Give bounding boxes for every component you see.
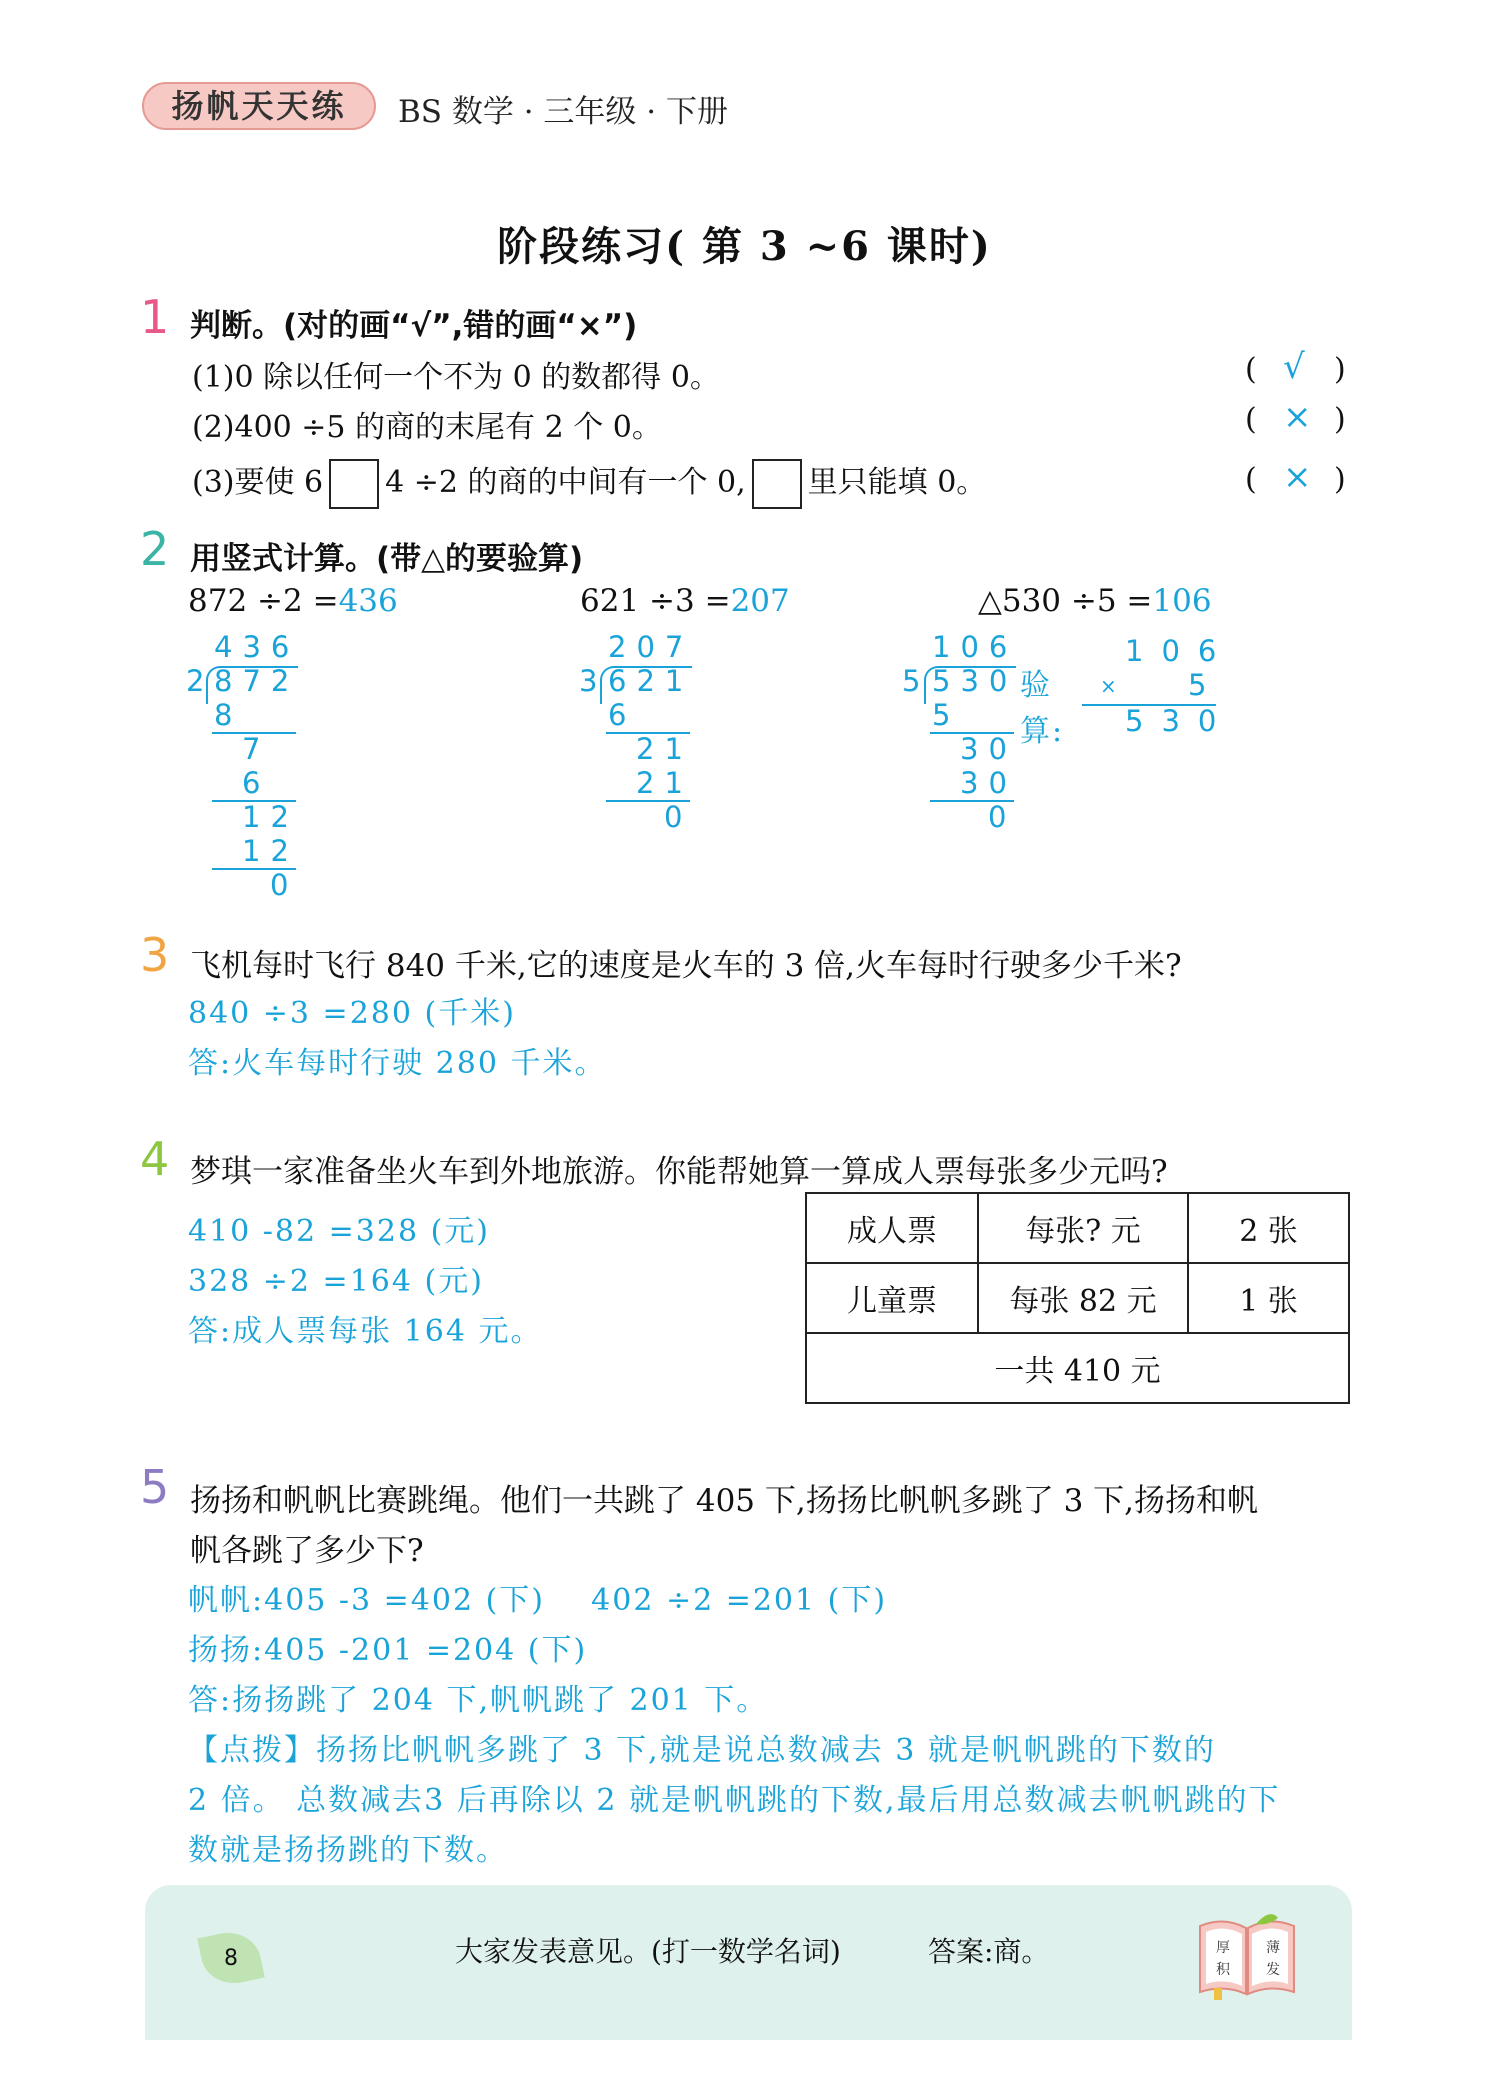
table-cell: 每张 82 元 [978,1263,1188,1333]
check-multiplicand: 106 [1125,634,1235,668]
q5-prompt-line-2: 帆各跳了多少下? [190,1533,424,1569]
q1-prompt: 判断。(对的画“√”,错的画“×”) [190,308,638,344]
div1-quotient: 436 [214,630,300,664]
table-row [806,1193,1349,1263]
table-cell: 每张? 元 [978,1193,1188,1263]
q3-prompt: 飞机每时飞行 840 千米,它的速度是火车的 3 倍,火车每时行驶多少千米? [190,948,1182,984]
q1-item-2: (2)400 ÷5 的商的末尾有 2 个 0。 [192,410,662,445]
q4-work-2: 328 ÷2 =164 (元) [188,1264,484,1299]
table-total: 一共 410 元 [806,1333,1349,1403]
table-cell: 成人票 [806,1193,978,1263]
div3-divisor: 5 [902,664,931,698]
q3-work: 840 ÷3 =280 (千米) [188,996,516,1031]
div3-step: 30 [960,732,1017,766]
div2-quotient: 207 [608,630,694,664]
q2-problem-3-answer: 106 [1152,583,1212,619]
div1-step: 12 [242,800,299,834]
book-word: 厚 [1216,1940,1230,1956]
q1-item-3-mark: × [1283,457,1312,497]
q3-answer: 答:火车每时行驶 280 千米。 [188,1046,607,1081]
div3-dividend: 530 [932,664,1018,698]
question-number-1: 1 [140,290,170,344]
check-label-b: 算: [1020,714,1065,749]
div2-step: 6 [608,698,637,732]
div1-step: 8 [214,698,243,732]
q1-item-3-paren-close: ) [1334,462,1346,497]
check-operator: × [1100,674,1127,698]
div2-divisor: 3 [579,664,608,698]
q5-work-2: 扬扬:405 -201 =204 (下) [188,1633,588,1668]
div3-quotient: 106 [932,630,1018,664]
q1-item-1-paren-open: ( [1245,352,1257,387]
question-number-5: 5 [140,1460,170,1514]
div1-divisor: 2 [186,664,215,698]
div1-dividend: 872 [214,664,300,698]
ticket-table [805,1192,1350,1404]
question-number-3: 3 [140,928,170,982]
q4-answer: 答:成人票每张 164 元。 [188,1314,543,1349]
div1-step: 0 [270,868,299,902]
div2-dividend: 621 [608,664,694,698]
div3-step: 30 [960,766,1017,800]
blank-box [329,459,379,509]
div2-step: 21 [636,766,693,800]
series-badge: 扬帆天天练 [142,82,376,130]
book-word: 积 [1216,1962,1230,1978]
q5-work-1: 帆帆:405 -3 =402 (下) 402 ÷2 =201 (下) [188,1583,888,1618]
q1-item-1-mark: √ [1283,347,1305,387]
q1-item-3-paren-open: ( [1245,462,1257,497]
q1-item-3 [192,458,986,509]
book-title: BS 数学 · 三年级 · 下册 [398,94,728,130]
q1-item-3-part-b: 4 ÷2 的商的中间有一个 0, [385,465,746,500]
q1-item-1-paren-close: ) [1334,352,1346,387]
table-row [806,1263,1349,1333]
q1-item-3-part-c: 里只能填 0。 [807,465,987,500]
q5-tip-line-3: 数就是扬扬跳的下数。 [188,1833,508,1868]
q2-problem-2 [580,583,790,619]
div1-step: 12 [242,834,299,868]
page-title: 阶段练习( 第 3 ~6 课时) [497,223,992,270]
div3-step: 5 [932,698,961,732]
q4-prompt: 梦琪一家准备坐火车到外地旅游。你能帮她算一算成人票每张多少元吗? [190,1154,1168,1190]
q2-problem-2-expr: 621 ÷3 = [580,583,731,619]
table-cell: 2 张 [1188,1193,1349,1263]
q1-item-3-part-a: (3)要使 6 [192,465,324,500]
q1-item-2-paren-close: ) [1334,402,1346,437]
open-book-icon [1190,1912,1305,2000]
q5-tip-line-1: 【点拨】扬扬比帆帆多跳了 3 下,就是说总数减去 3 就是帆帆跳的下数的 [188,1733,1216,1768]
div1-step: 7 [242,732,271,766]
question-number-2: 2 [140,522,170,576]
q2-problem-2-answer: 207 [730,583,790,619]
q2-problem-1-expr: 872 ÷2 = [188,583,339,619]
q2-problem-3 [978,583,1212,619]
q5-prompt-line-1: 扬扬和帆帆比赛跳绳。他们一共跳了 405 下,扬扬比帆帆多跳了 3 下,扬扬和帆 [190,1483,1259,1519]
q1-item-1: (1)0 除以任何一个不为 0 的数都得 0。 [192,360,720,395]
q2-problem-1 [188,583,398,619]
div3-step: 0 [988,800,1017,834]
table-cell: 儿童票 [806,1263,978,1333]
q1-item-2-paren-open: ( [1245,402,1257,437]
check-label-a: 验 [1020,668,1052,703]
question-number-4: 4 [140,1132,170,1186]
div2-step: 0 [664,800,693,834]
q2-problem-3-expr: △530 ÷5 = [978,583,1153,619]
book-word: 薄 [1266,1940,1280,1956]
q5-tip-line-2: 2 倍。 总数减去3 后再除以 2 就是帆帆跳的下数,最后用总数减去帆帆跳的下 [188,1783,1281,1818]
riddle-text: 大家发表意见。(打一数学名词) [455,1935,841,1968]
page-number: 8 [224,1946,238,1971]
div1-step: 6 [242,766,271,800]
q5-answer: 答:扬扬跳了 204 下,帆帆跳了 201 下。 [188,1683,769,1718]
div2-step: 21 [636,732,693,766]
check-multiplier: 5 [1188,668,1217,702]
table-cell: 1 张 [1188,1263,1349,1333]
q1-item-2-mark: × [1283,397,1312,437]
q4-work-1: 410 -82 =328 (元) [188,1214,490,1249]
book-word: 发 [1266,1962,1280,1978]
check-result: 530 [1125,704,1235,738]
q2-prompt: 用竖式计算。(带△的要验算) [190,541,584,577]
table-row [806,1333,1349,1403]
q2-problem-1-answer: 436 [338,583,398,619]
blank-box [752,459,802,509]
riddle-answer: 答案:商。 [928,1935,1050,1968]
